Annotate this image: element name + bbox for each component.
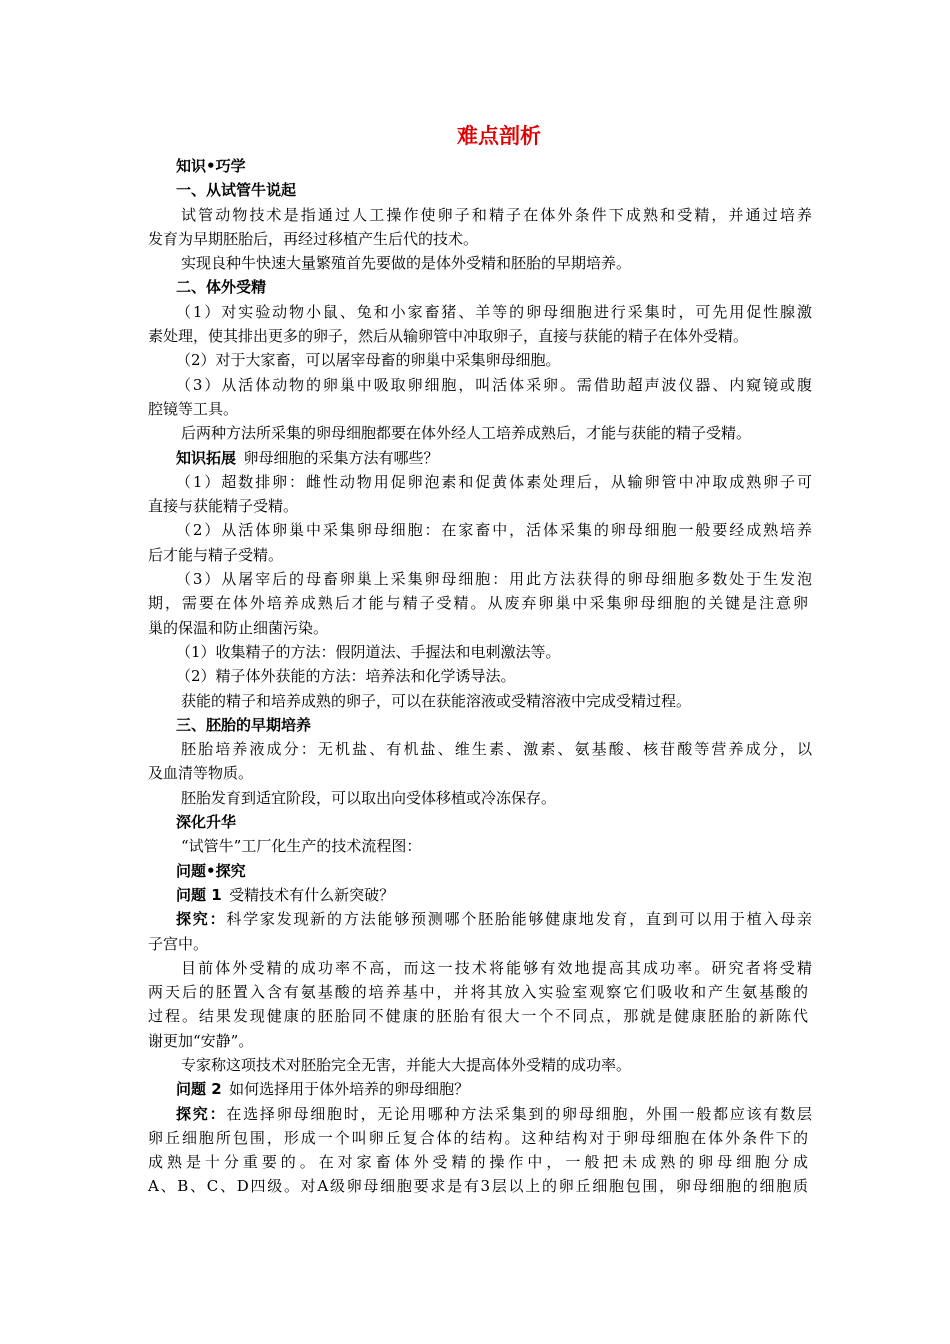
inline-label: 探究：	[176, 910, 227, 929]
text-line-15: （2）从活体卵巢中采集卵母细胞：在家畜中，活体采集的卵母细胞一般要经成熟培养	[176, 521, 812, 540]
labeled-line-30	[176, 883, 812, 907]
inline-text: 受精技术有什么新突破？	[229, 885, 395, 904]
text-line-2: 试管动物技术是指通过人工操作使卵子和精子在体外条件下成熟和受精，并通过培养	[181, 205, 812, 224]
document-body	[148, 154, 812, 1199]
text-line-26: 胚胎发育到适宜阶段，可以取出向受体移植或冷冻保存。	[181, 788, 557, 807]
inline-text: 卵母细胞的采集方法有哪些？	[243, 448, 439, 467]
text-line-37: 专家称这项技术对胚胎完全无害，并能大大提高体外受精的成功率。	[181, 1055, 632, 1074]
section-heading-29: 问题•探究	[176, 861, 246, 880]
document-page	[148, 118, 812, 1199]
text-line-20: （1）收集精子的方法：假阴道法、手握法和电刺激法等。	[176, 642, 561, 661]
text-line-10: 腔镜等工具。	[148, 399, 239, 418]
text-line-4: 实现良种牛快速大量繁殖首先要做的是体外受精和胚胎的早期培养。	[181, 254, 632, 273]
labeled-line-38	[176, 1077, 812, 1101]
section-heading-27: 深化升华	[176, 813, 237, 832]
text-line-16: 后才能与精子受精。	[148, 545, 284, 564]
section-heading-0: 知识•巧学	[176, 157, 246, 175]
inline-label: 知识拓展	[176, 448, 237, 467]
text-line-41: 成熟是十分重要的。在对家畜体外受精的操作中，一般把未成熟的卵母细胞分成	[148, 1153, 808, 1172]
text-line-32: 子宫中。	[148, 934, 209, 953]
inline-label: 问题 2	[176, 1080, 222, 1099]
section-heading-23: 三、胚胎的早期培养	[176, 715, 312, 734]
inline-text: 如何选择用于体外培养的卵母细胞？	[229, 1080, 470, 1099]
text-line-36: 谢更加“安静”。	[148, 1031, 254, 1050]
section-heading-1: 一、从试管牛说起	[176, 181, 297, 200]
text-line-11: 后两种方法所采集的卵母细胞都要在体外经人工培养成熟后，才能与获能的精子受精。	[181, 424, 752, 443]
labeled-line-31	[176, 907, 812, 931]
text-line-13: （1）超数排卵：雌性动物用促卵泡素和促黄体素处理后，从输卵管中冲取成熟卵子可	[176, 472, 812, 491]
text-line-9: （3）从活体动物的卵巢中吸取卵细胞，叫活体采卵。需借助超声波仪器、内窥镜或腹	[176, 375, 812, 394]
text-line-28: “试管牛”工厂化生产的技术流程图：	[181, 837, 422, 856]
text-line-21: （2）精子体外获能的方法：培养法和化学诱导法。	[176, 667, 516, 686]
text-line-18: 期，需要在体外培养成熟后才能与精子受精。从废弃卵巢中采集卵母细胞的关键是注意卵	[148, 594, 808, 613]
text-line-7: 素处理，使其排出更多的卵子，然后从输卵管中冲取卵子，直接与获能的精子在体外受精。	[148, 327, 749, 346]
inline-label: 探究：	[176, 1104, 227, 1123]
text-line-6: （1）对实验动物小鼠、兔和小家畜猪、羊等的卵母细胞进行采集时，可先用促性腺激	[176, 302, 812, 321]
inline-label: 问题 1	[176, 885, 222, 904]
labeled-line-39	[176, 1102, 812, 1126]
text-line-22: 获能的精子和培养成熟的卵子，可以在获能溶液或受精溶液中完成受精过程。	[181, 691, 692, 710]
text-line-8: （2）对于大家畜，可以屠宰母畜的卵巢中采集卵母细胞。	[176, 351, 561, 370]
section-heading-5: 二、体外受精	[176, 278, 267, 297]
labeled-line-12	[176, 446, 812, 470]
text-line-33: 目前体外受精的成功率不高，而这一技术将能够有效地提高其成功率。研究者将受精	[181, 958, 812, 977]
text-line-24: 胚胎培养液成分：无机盐、有机盐、维生素、激素、氨基酸、核苷酸等营养成分，以	[181, 740, 812, 759]
page-title: 难点剖析	[457, 123, 541, 148]
text-line-35: 过程。结果发现健康的胚胎同不健康的胚胎有很大一个不同点，那就是健康胚胎的新陈代	[148, 1007, 808, 1026]
inline-text: 在选择卵母细胞时，无论用哪种方法采集到的卵母细胞，外围一般都应该有数层	[226, 1104, 812, 1123]
text-line-40: 卵丘细胞所包围，形成一个叫卵丘复合体的结构。这种结构对于卵母细胞在体外条件下的	[148, 1128, 808, 1147]
text-line-34: 两天后的胚置入含有氨基酸的培养基中，并将其放入实验室观察它们吸收和产生氨基酸的	[148, 983, 808, 1002]
text-line-19: 巢的保温和防止细菌污染。	[148, 618, 329, 637]
text-line-14: 直接与获能精子受精。	[148, 497, 299, 516]
label-gap	[236, 449, 244, 467]
inline-text: 科学家发现新的方法能够预测哪个胚胎能够健康地发育，直到可以用于植入母亲	[226, 910, 812, 929]
text-line-17: （3）从屠宰后的母畜卵巢上采集卵母细胞：用此方法获得的卵母细胞多数处于生发泡	[176, 570, 812, 589]
text-line-3: 发育为早期胚胎后，再经过移植产生后代的技术。	[148, 229, 479, 248]
text-line-25: 及血清等物质。	[148, 764, 254, 783]
text-line-42: A、B、C、D四级。对A级卵母细胞要求是有3层以上的卵丘细胞包围，卵母细胞的细胞质	[148, 1177, 808, 1196]
